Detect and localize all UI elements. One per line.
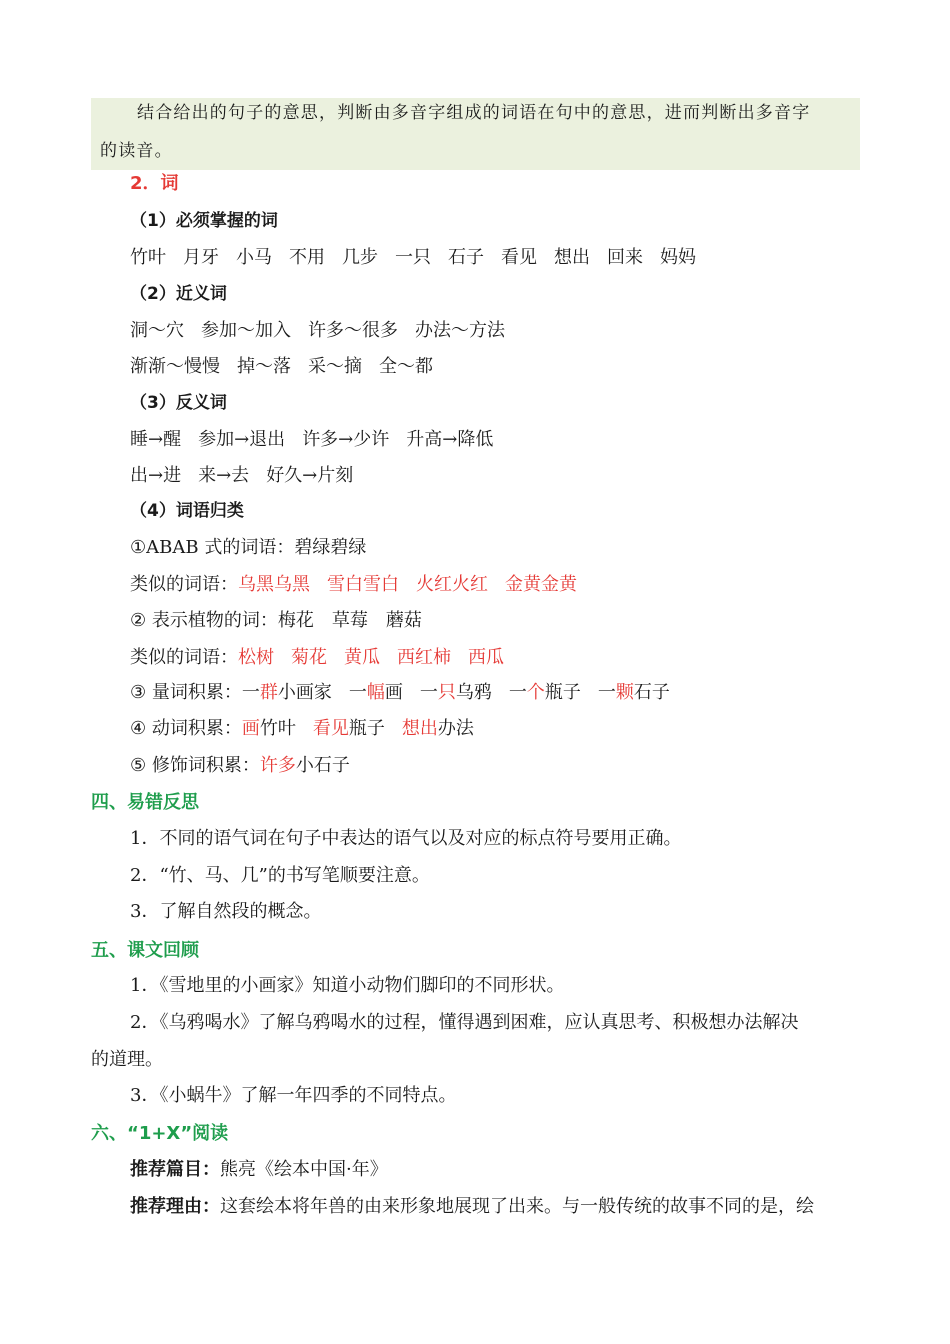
verbs-label: 动词积累： — [146, 718, 242, 739]
must-words — [130, 245, 696, 271]
verb-phrase-hl: 画 — [241, 718, 260, 739]
antonyms-row-2 — [130, 463, 353, 489]
similar-word: 西红柿 — [397, 647, 451, 668]
synonym-pair: 渐渐～慢慢 — [130, 356, 220, 377]
modifiers-line — [130, 753, 350, 779]
section4-item-1: 1．不同的语气词在句子中表达的语气以及对应的标点符号要用正确。 — [130, 828, 682, 849]
measure-phrase-pre: 一 — [241, 682, 260, 703]
antonyms-row-1 — [130, 427, 493, 453]
word-item: 回来 — [607, 247, 643, 268]
words-heading: 2．词 — [130, 173, 179, 194]
verb-phrase-post: 瓶子 — [348, 718, 385, 739]
synonym-pair: 洞～穴 — [130, 320, 184, 341]
similar-word: 雪白雪白 — [327, 574, 399, 595]
measure-phrase-post: 小画家 — [277, 682, 332, 703]
similar-line-1 — [130, 572, 577, 598]
synonym-pair: 掉～落 — [237, 356, 291, 377]
antonym-pair: 睡→醒 — [130, 429, 182, 450]
abab-line — [130, 535, 366, 561]
measure-phrase-pre: 一 — [419, 682, 438, 703]
measure-phrase-pre: 一 — [597, 682, 616, 703]
verb-phrase-hl: 看见 — [312, 718, 349, 739]
measure-line — [130, 680, 670, 706]
similar-line-2 — [130, 645, 504, 671]
measure-phrase — [349, 682, 403, 703]
synonyms-row-2 — [130, 354, 433, 380]
section6-heading: 六、“1+X”阅读 — [91, 1123, 229, 1144]
similar-label-2: 类似的词语： — [130, 647, 238, 668]
word-item: 一只 — [395, 247, 431, 268]
verb-phrase-post: 竹叶 — [259, 718, 296, 739]
measure-phrase-pre: 一 — [348, 682, 367, 703]
verb-phrase-post: 办法 — [437, 718, 474, 739]
circled-3: ③ — [130, 682, 147, 703]
section4-heading: 四、易错反思 — [91, 792, 199, 813]
word-item: 几步 — [342, 247, 378, 268]
verb-phrase-hl: 想出 — [401, 718, 438, 739]
antonym-pair: 好久→片刻 — [266, 465, 354, 486]
similar-word: 松树 — [238, 647, 274, 668]
synonyms-heading: （2）近义词 — [130, 284, 227, 304]
measure-phrase-pre: 一 — [508, 682, 527, 703]
measure-phrase — [509, 682, 581, 703]
intro-line-2: 的读音。 — [100, 141, 173, 161]
section5-item-1: 1．《雪地里的小画家》知道小动物们脚印的不同形状。 — [130, 975, 565, 996]
reason-label: 推荐理由： — [130, 1196, 220, 1217]
synonym-pair: 参加～加入 — [201, 320, 291, 341]
antonyms-heading: （3）反义词 — [130, 393, 227, 413]
antonym-pair: 出→进 — [130, 465, 182, 486]
measure-label: 量词积累： — [146, 682, 242, 703]
modifiers-post: 小石子 — [295, 755, 350, 776]
modifiers-label: 修饰词积累： — [146, 755, 260, 776]
reason-line — [130, 1194, 814, 1220]
word-item: 小马 — [236, 247, 272, 268]
section5-heading: 五、课文回顾 — [91, 940, 199, 961]
recommend-line — [130, 1157, 388, 1183]
measure-phrase-hl: 颗 — [615, 682, 634, 703]
synonym-pair: 办法～方法 — [415, 320, 505, 341]
measure-phrase — [420, 682, 492, 703]
verb-phrase — [313, 718, 385, 739]
section5-item-2: 2．《乌鸦喝水》了解乌鸦喝水的过程，懂得遇到困难，应认真思考、积极想办法解决 — [130, 1012, 799, 1033]
circled-5: ⑤ — [130, 755, 147, 776]
measure-phrase-post: 画 — [384, 682, 403, 703]
word-item: 看见 — [501, 247, 537, 268]
measure-phrase-hl: 只 — [437, 682, 456, 703]
measure-phrase-post: 瓶子 — [544, 682, 581, 703]
antonym-pair: 参加→退出 — [198, 429, 286, 450]
similar-word: 黄瓜 — [344, 647, 380, 668]
similar-word: 菊花 — [291, 647, 327, 668]
similar-word: 乌黑乌黑 — [238, 574, 310, 595]
abab-label: ABAB 式的词语：碧绿碧绿 — [146, 537, 367, 558]
synonym-pair: 全～都 — [379, 356, 433, 377]
section5-item-2-cont: 的道理。 — [91, 1049, 163, 1070]
word-item: 想出 — [554, 247, 590, 268]
measure-phrase — [598, 682, 670, 703]
measure-phrase-hl: 个 — [526, 682, 545, 703]
word-item: 月牙 — [183, 247, 219, 268]
word-item: 竹叶 — [130, 247, 166, 268]
modifiers-highlight: 许多 — [259, 755, 296, 776]
section5-item-3: 3．《小蜗牛》了解一年四季的不同特点。 — [130, 1085, 457, 1106]
synonym-pair: 许多～很多 — [308, 320, 398, 341]
measure-phrase-hl: 幅 — [366, 682, 385, 703]
synonyms-row-1 — [130, 318, 505, 344]
similar-word: 金黄金黄 — [505, 574, 577, 595]
measure-phrase-hl: 群 — [259, 682, 278, 703]
verb-phrase — [242, 718, 296, 739]
antonym-pair: 来→去 — [198, 465, 250, 486]
similar-label-1: 类似的词语： — [130, 574, 238, 595]
verb-phrase — [402, 718, 474, 739]
measure-phrase-post: 石子 — [633, 682, 670, 703]
similar-word: 西瓜 — [468, 647, 504, 668]
word-item: 不用 — [289, 247, 325, 268]
plants-label: 表示植物的词：梅花 草莓 蘑菇 — [146, 610, 422, 631]
recommend-label: 推荐篇目： — [130, 1159, 220, 1180]
section4-item-2: 2．“竹、马、几”的书写笔顺要注意。 — [130, 865, 430, 886]
measure-phrase — [242, 682, 332, 703]
circled-2: ② — [130, 610, 147, 631]
measure-phrase-post: 乌鸦 — [455, 682, 492, 703]
must-heading: （1）必须掌握的词 — [130, 211, 278, 231]
section4-item-3: 3．了解自然段的概念。 — [130, 901, 322, 922]
categories-heading: （4）词语归类 — [130, 501, 244, 521]
plants-line — [130, 608, 422, 634]
antonym-pair: 升高→降低 — [406, 429, 494, 450]
recommend-value: 熊亮《绘本中国·年》 — [220, 1159, 388, 1180]
word-item: 妈妈 — [660, 247, 696, 268]
verbs-line — [130, 716, 474, 742]
similar-word: 火红火红 — [416, 574, 488, 595]
circled-4: ④ — [130, 718, 147, 739]
antonym-pair: 许多→少许 — [302, 429, 390, 450]
synonym-pair: 采～摘 — [308, 356, 362, 377]
circled-1: ① — [130, 537, 147, 558]
word-item: 石子 — [448, 247, 484, 268]
reason-value: 这套绘本将年兽的由来形象地展现了出来。与一般传统的故事不同的是，绘 — [220, 1196, 814, 1217]
intro-line-1: 结合给出的句子的意思，判断由多音字组成的词语在句中的意思，进而判断出多音字 — [137, 103, 811, 123]
